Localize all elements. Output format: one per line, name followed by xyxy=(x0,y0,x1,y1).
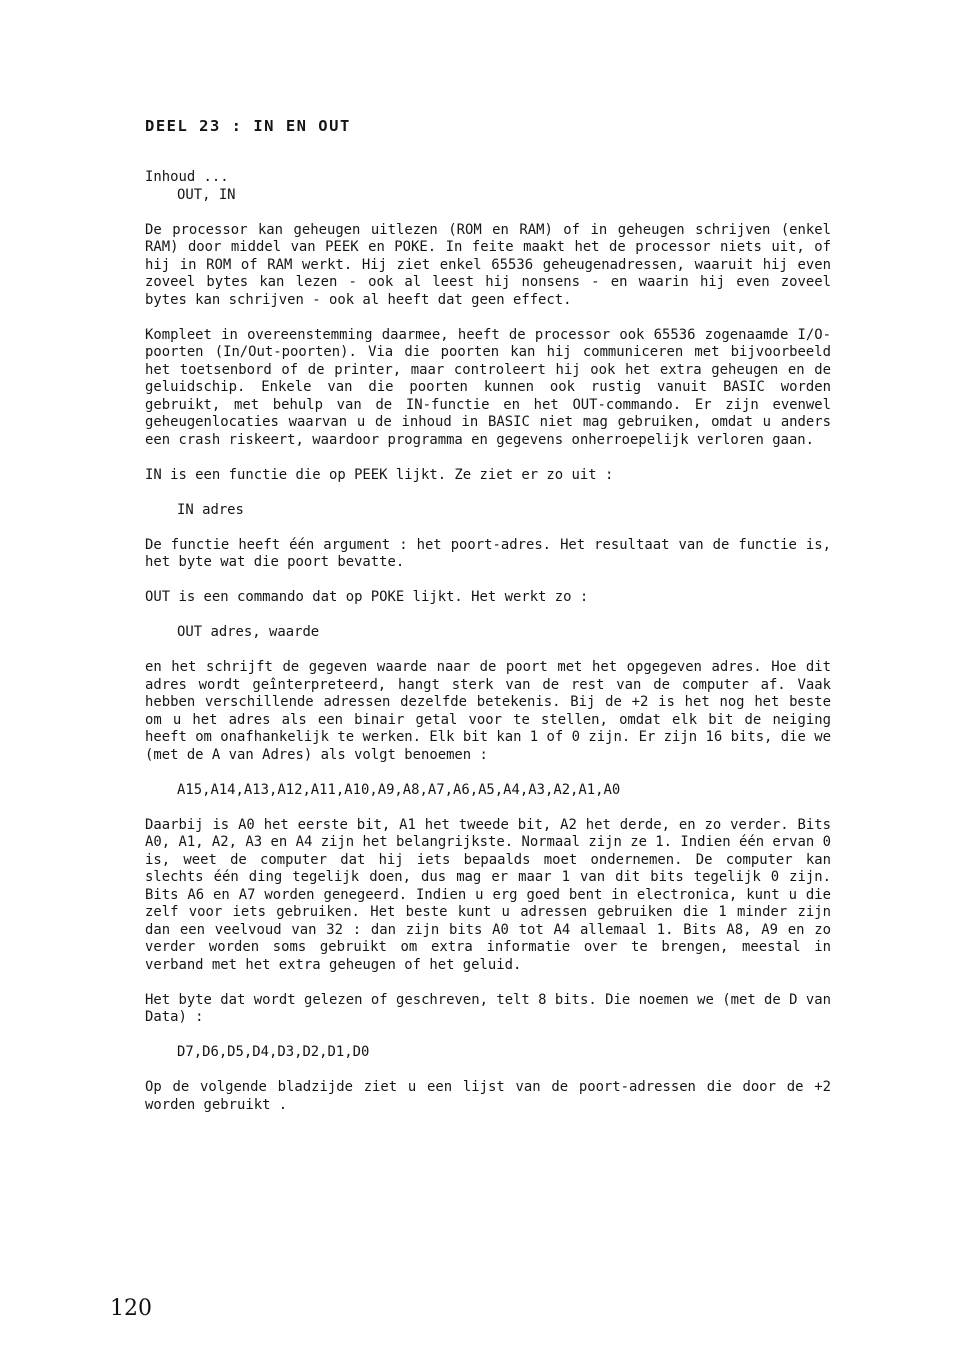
document-body xyxy=(145,169,831,1132)
paragraph: Daarbij is A0 het eerste bit, A1 het tweede bit, A2 het derde, en zo verder. Bits A0, A1, A2, A3 en A4 zijn het belangrijkste. Normaal zijn ze 1. Indien één ervan 0 is, weet de computer dat hij iets bepaalds moet ondernemen. De computer kan slechts één ding tegelijk doen, dus mag er maar 1 van dit bits tegelijk 0 zijn. Bits A6 en A7 worden genegeerd. Indien u erg goed bent in electronica, kunt u die zelf voor iets gebruiken. Het beste kunt u adressen gebruiken die 1 minder zijn dan een veelvoud van 32 : dan zijn bits A0 tot A4 allemaal 1. Bits A8, A9 en zo verder worden soms gebruikt om extra informatie over te brengen, meestal in verband met het extra geheugen of het geluid. xyxy=(145,816,831,973)
paragraph: De processor kan geheugen uitlezen (ROM en RAM) of in geheugen schrijven (enkel RAM) door middel van PEEK en POKE. In feite maakt het de processor niets uit, of hij in ROM of RAM werkt. Hij ziet enkel 65536 geheugenadressen, waaruit hij even zoveel bytes kan lezen - ook al leest hij nonsens - en waarin hij even zoveel bytes kan schrijven - ook al heeft dat geen effect. xyxy=(145,221,831,308)
paragraph: Het byte dat wordt gelezen of geschreven, telt 8 bits. Die noemen we (met de D van Data) : xyxy=(145,991,831,1025)
paragraph: De functie heeft één argument : het poort-adres. Het resultaat van de functie is, het byte wat die poort bevatte. xyxy=(145,536,831,570)
toc-title: Inhoud ... xyxy=(145,169,229,185)
paragraph: Op de volgende bladzijde ziet u een lijst van de poort-adressen die door de +2 worden gebruikt . xyxy=(145,1079,831,1113)
paragraph: IN is een functie die op PEEK lijkt. Ze ziet er zo uit : xyxy=(145,466,614,483)
page-number: 120 xyxy=(110,1296,152,1321)
code-example: IN adres xyxy=(177,501,244,518)
paragraph: en het schrijft de gegeven waarde naar de poort met het opgegeven adres. Hoe dit adres wordt geînterpreteerd, hangt sterk van de rest van de computer af. Vaak hebben verschillende adressen dezelfde betekenis. Bij de +2 is het nog het beste om u het adres als een binair getal voor te stellen, omdat elk bit de neiging heeft om onafhankelijk te werken. Elk bit kan 1 of 0 zijn. Er zijn 16 bits, die we (met de A van Adres) als volgt benoemen : xyxy=(145,659,831,763)
toc-items: OUT, IN xyxy=(177,186,236,203)
code-example: D7,D6,D5,D4,D3,D2,D1,D0 xyxy=(177,1044,370,1060)
code-example: OUT adres, waarde xyxy=(177,624,320,640)
paragraph: OUT is een commando dat op POKE lijkt. Het werkt zo : xyxy=(145,589,589,605)
paragraph: Kompleet in overeenstemming daarmee, heeft de processor ook 65536 zogenaamde I/O-poorten (In/Out-poorten). Via die poorten kan hij communiceren met bijvoorbeeld het toetsenbord of de printer, maar controleert hij ook het extra geheugen en de geluidschip. Enkele van die poorten kunnen ook rustig vanuit BASIC worden gebruikt, met behulp van de IN-functie en het OUT-commando. Er zijn evenwel geheugenlocaties waarvan u de inhoud in BASIC niet mag gebruiken, omdat u anders een crash riskeert, waardoor programma en gegevens onherroepelijk verloren gaan. xyxy=(145,326,831,448)
code-example: A15,A14,A13,A12,A11,A10,A9,A8,A7,A6,A5,A4,A3,A2,A1,A0 xyxy=(177,781,621,798)
chapter-heading: DEEL 23 : IN EN OUT xyxy=(145,117,351,135)
